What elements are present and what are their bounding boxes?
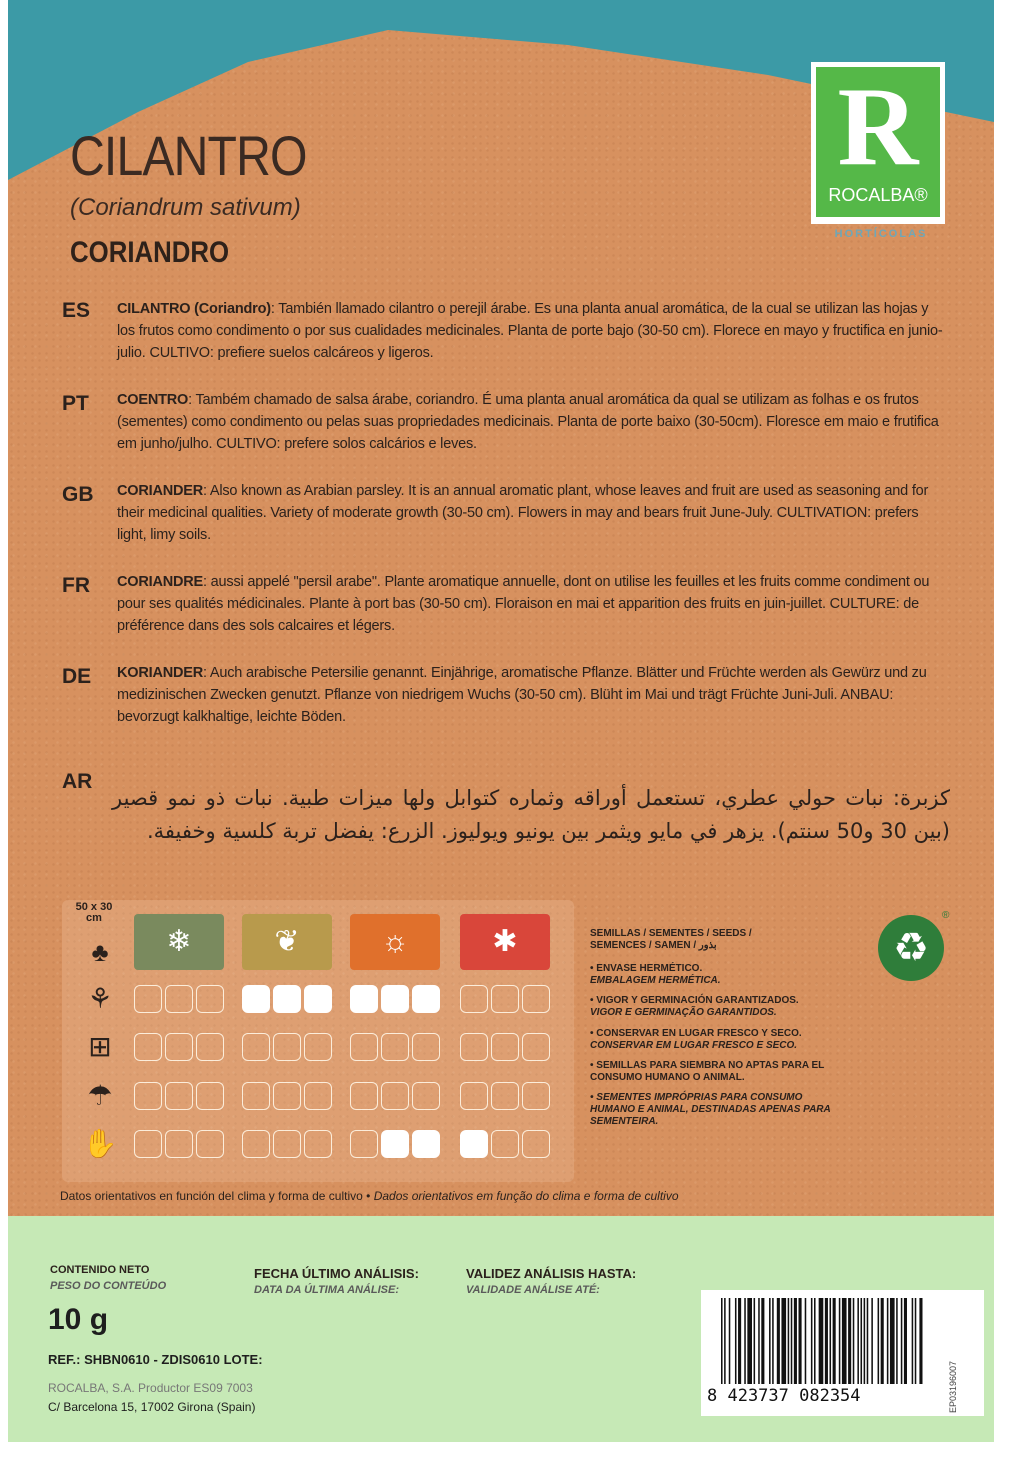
description-fr-text: : aussi appelé "persil arabe". Plante aromatique annuelle, dont on utilise les feuilles et les fruits comme condiment ou pour ses qualités médicinales. Plante à port bas (30-50 cm). Floraison en mai et apparition des fruits en juin-juillet. CULTURE: de préférence dans des sols calcaires et légers. bbox=[117, 574, 930, 634]
reference-lot: REF.: SHBN0610 - ZDIS0610 LOTE: bbox=[48, 1352, 263, 1367]
month-cell bbox=[242, 1082, 270, 1110]
description-de-name: KORIANDER bbox=[117, 665, 204, 681]
barcode-bar bbox=[791, 1298, 793, 1384]
logo-subtitle: HORTÍCOLAS bbox=[834, 228, 928, 240]
description-pt-name: COENTRO bbox=[117, 392, 189, 408]
month-cell bbox=[273, 985, 301, 1013]
barcode-bar bbox=[901, 1298, 903, 1384]
barcode-bar bbox=[769, 1298, 771, 1384]
lang-code-fr: FR bbox=[62, 574, 90, 597]
legend-item-2-text: • VIGOR Y GERMINACIÓN GARANTIZADOS. bbox=[590, 995, 799, 1006]
barcode-bar bbox=[871, 1298, 873, 1384]
description-fr-name: CORIANDRE bbox=[117, 574, 204, 590]
barcode-bar bbox=[825, 1298, 828, 1384]
barcode-bar bbox=[864, 1298, 866, 1384]
barcode-bar bbox=[754, 1298, 756, 1384]
month-cell bbox=[165, 1130, 193, 1158]
description-ar: كزبرة: نبات حولي عطري، تستعمل أوراقه وثماره كتوابل ولها ميزات طبية. نبات ذو نمو قصير (بين 30 و50 سنتم). يزهر في مايو ويثمر بين يونيو ويوليوز. الزرع: يفضل تربة كلسية وخفيفة. bbox=[112, 786, 950, 843]
producer-info: ROCALBA, S.A. Productor ES09 7003 bbox=[48, 1381, 253, 1395]
barcode-bar bbox=[761, 1298, 764, 1384]
month-cell bbox=[196, 1082, 224, 1110]
barcode-bar bbox=[735, 1298, 737, 1384]
month-cell bbox=[134, 1130, 162, 1158]
description-pt-text: : Também chamado de salsa árabe, coriandro. É uma planta anual aromática da qual se utilizam as folhas e os frutos (sementes) como condimento ou pelas suas propriedades medicinais. Planta de porte baixo (30-50cm). Floresce em maio e frutifica em junho/julho. CULTIVO: prefere solos calcários e leves. bbox=[117, 392, 939, 452]
month-cell bbox=[273, 1033, 301, 1061]
month-cell bbox=[381, 1082, 409, 1110]
barcode-bar bbox=[896, 1298, 898, 1384]
month-cell bbox=[242, 1033, 270, 1061]
month-cell bbox=[273, 1130, 301, 1158]
barcode-bar bbox=[833, 1298, 836, 1384]
month-cell bbox=[304, 1130, 332, 1158]
last-analysis-label-pt: DATA DA ÚLTIMA ANÁLISE: bbox=[254, 1284, 400, 1296]
seed-tray-icon: ⊞ bbox=[88, 1031, 112, 1062]
month-cell bbox=[460, 1130, 488, 1158]
latin-name: (Coriandrum sativum) bbox=[70, 194, 301, 221]
barcode-panel bbox=[701, 1290, 984, 1416]
legend-header: SEMILLAS / SEMENTES / SEEDS / SEMENCES / SAMEN / بذور bbox=[590, 928, 752, 951]
description-gb bbox=[117, 480, 947, 546]
month-cell bbox=[134, 985, 162, 1013]
barcode-bar bbox=[904, 1298, 907, 1384]
barcode-bar bbox=[721, 1298, 723, 1384]
net-weight: 10 g bbox=[48, 1303, 109, 1336]
barcode-bar bbox=[747, 1298, 752, 1384]
footnote-es: Datos orientativos en función del clima y forma de cultivo • bbox=[60, 1189, 371, 1203]
barcode-bar bbox=[867, 1298, 869, 1384]
barcode-bar bbox=[890, 1298, 895, 1384]
sun-icon: ☼ bbox=[350, 914, 440, 970]
legend-item-1 bbox=[590, 963, 840, 987]
description-de-text: : Auch arabische Petersilie genannt. Einjährige, aromatische Pflanze. Blätter und Früchte werden als Gewürz und zu medizinischen Zwecken genutzt. Pflanze von niedrigem Wuchs (30-50 cm). Blüht im Mai und trägt Früchte Juni-Juli. ANBAU: bevorzugt kalkhaltige, leichte Böden. bbox=[117, 665, 927, 725]
barcode-bar bbox=[839, 1298, 841, 1384]
barcode-bar bbox=[724, 1298, 726, 1384]
barcode-bar bbox=[788, 1298, 790, 1384]
barcode-bar bbox=[842, 1298, 847, 1384]
seed-packet bbox=[8, 0, 994, 1442]
barcode-bar bbox=[861, 1298, 863, 1384]
month-cell bbox=[412, 1130, 440, 1158]
lang-code-es: ES bbox=[62, 299, 91, 322]
logo-brand: ROCALBA® bbox=[828, 185, 928, 205]
footnote-pt: Dados orientativos em função do clima e forma de cultivo bbox=[373, 1189, 679, 1203]
month-cell bbox=[460, 1033, 488, 1061]
barcode-bar bbox=[853, 1298, 855, 1384]
barcode-bar bbox=[777, 1298, 780, 1384]
registered-mark-icon: ® bbox=[942, 910, 950, 921]
month-cell bbox=[350, 1130, 378, 1158]
ean13-barcode bbox=[719, 1298, 925, 1384]
month-cell bbox=[350, 1082, 378, 1110]
legend-item-4 bbox=[590, 1060, 840, 1084]
barcode-bar bbox=[887, 1298, 889, 1384]
watering-can-icon: ☂ bbox=[87, 1080, 113, 1111]
analysis-validity-label-pt: VALIDADE ANÁLISE ATÉ: bbox=[466, 1284, 600, 1296]
description-pt bbox=[117, 389, 947, 455]
green-dot-recycle-icon: ♻ bbox=[878, 915, 944, 981]
legend-item-1-alt: EMBALAGEM HERMÉTICA. bbox=[590, 975, 721, 986]
barcode-bar bbox=[919, 1298, 922, 1384]
month-cell bbox=[165, 1082, 193, 1110]
last-analysis-label: FECHA ÚLTIMO ANÁLISIS: bbox=[254, 1266, 419, 1281]
month-cell bbox=[134, 1033, 162, 1061]
barcode-bar bbox=[781, 1298, 786, 1384]
barcode-bar bbox=[794, 1298, 797, 1384]
plant-spacing: 50 x 30 cm bbox=[75, 901, 113, 924]
month-cell bbox=[381, 985, 409, 1013]
month-cell bbox=[273, 1082, 301, 1110]
barcode-bar bbox=[830, 1298, 832, 1384]
barcode-bar bbox=[881, 1298, 884, 1384]
company-address: C/ Barcelona 15, 17002 Girona (Spain) bbox=[48, 1400, 256, 1414]
legend-item-2-alt: VIGOR E GERMINAÇÃO GARANTIDOS. bbox=[590, 1007, 777, 1018]
description-gb-text: : Also known as Arabian parsley. It is an annual aromatic plant, whose leaves and fruit are used as seasoning and for their medicinal qualities. Variety of moderate growth (30-50 cm). Flowers in may and bears fruit June-July. CULTIVATION: prefers light, limy soils. bbox=[117, 483, 929, 543]
month-cell bbox=[522, 1033, 550, 1061]
lang-code-ar: AR bbox=[62, 770, 93, 793]
barcode-bar bbox=[912, 1298, 914, 1384]
legend-item-4-text: • SEMILLAS PARA SIEMBRA NO APTAS PARA EL CONSUMO HUMANO O ANIMAL. bbox=[590, 1060, 825, 1083]
month-cell bbox=[522, 1130, 550, 1158]
vertical-print-code: EP03196007 bbox=[948, 1360, 958, 1413]
month-cell bbox=[491, 1033, 519, 1061]
month-cell bbox=[381, 1130, 409, 1158]
barcode-number: 8 423737 082354 bbox=[707, 1386, 861, 1406]
description-es-name: CILANTRO (Coriandro) bbox=[117, 301, 271, 317]
month-cell bbox=[381, 1033, 409, 1061]
analysis-validity-label: VALIDEZ ANÁLISIS HASTA: bbox=[466, 1266, 637, 1281]
legend-item-5-alt: • SEMENTES IMPRÓPRIAS PARA CONSUMO HUMANO E ANIMAL, DESTINADAS APENAS PARA SEMENTEIRA. bbox=[590, 1092, 831, 1127]
month-cell bbox=[304, 985, 332, 1013]
month-cell bbox=[412, 985, 440, 1013]
month-cell bbox=[165, 985, 193, 1013]
month-cell bbox=[242, 985, 270, 1013]
month-cell bbox=[242, 1130, 270, 1158]
lang-code-gb: GB bbox=[62, 483, 94, 506]
net-content-label: CONTENIDO NETO bbox=[50, 1264, 150, 1276]
barcode-bar bbox=[814, 1298, 816, 1384]
description-gb-name: CORIANDER bbox=[117, 483, 204, 499]
barcode-bar bbox=[915, 1298, 917, 1384]
barcode-bar bbox=[729, 1298, 731, 1384]
product-title: CILANTRO bbox=[70, 124, 307, 187]
common-name: CORIANDRO bbox=[70, 236, 230, 269]
spacing-plants-icon: ♣ bbox=[91, 937, 109, 967]
legend-item-3 bbox=[590, 1028, 840, 1052]
month-cell bbox=[134, 1082, 162, 1110]
month-cell bbox=[350, 1033, 378, 1061]
month-cell bbox=[460, 985, 488, 1013]
barcode-bar bbox=[772, 1298, 774, 1384]
description-fr bbox=[117, 571, 947, 637]
barcode-bar bbox=[857, 1298, 859, 1384]
barcode-bar bbox=[738, 1298, 741, 1384]
lang-code-de: DE bbox=[62, 665, 92, 688]
barcode-bar bbox=[811, 1298, 813, 1384]
description-es-text: : También llamado cilantro o perejil árabe. Es una planta anual aromática, de la cual se utilizan las hojas y los frutos como condimento o por sus cualidades medicinales. Planta de porte bajo (30-50 cm). Florece en mayo y fructifica en junio-julio. CULTIVO: prefiere suelos calcáreos y ligeros. bbox=[117, 301, 943, 361]
barcode-bar bbox=[799, 1298, 802, 1384]
description-de bbox=[117, 662, 947, 728]
disclaimer-footnote bbox=[60, 1189, 679, 1203]
month-cell bbox=[491, 1130, 519, 1158]
month-cell bbox=[412, 1033, 440, 1061]
month-cell bbox=[196, 1130, 224, 1158]
month-cell bbox=[412, 1082, 440, 1110]
maple-leaf-icon: ✱ bbox=[460, 914, 550, 970]
legend-item-3-alt: CONSERVAR EM LUGAR FRESCO E SECO. bbox=[590, 1040, 798, 1051]
legend-item-2 bbox=[590, 995, 840, 1019]
month-cell bbox=[196, 1033, 224, 1061]
lang-code-pt: PT bbox=[62, 392, 89, 415]
month-cell bbox=[350, 985, 378, 1013]
month-cell bbox=[304, 1082, 332, 1110]
logo-green-box bbox=[816, 67, 940, 217]
net-content-label-pt: PESO DO CONTEÚDO bbox=[50, 1280, 167, 1292]
logo-r-letter: R bbox=[837, 65, 919, 189]
month-cell bbox=[304, 1033, 332, 1061]
rocalba-logo bbox=[811, 62, 945, 224]
month-cell bbox=[460, 1082, 488, 1110]
legend-item-5 bbox=[590, 1092, 840, 1128]
leaf-icon: ❦ bbox=[242, 914, 332, 970]
month-cell bbox=[196, 985, 224, 1013]
seed-sowing-icon: ⚘ bbox=[87, 983, 113, 1014]
legend-item-1-text: • ENVASE HERMÉTICO. bbox=[590, 963, 703, 974]
barcode-bar bbox=[758, 1298, 760, 1384]
barcode-bar bbox=[805, 1298, 807, 1384]
barcode-bar bbox=[878, 1298, 880, 1384]
month-cell bbox=[491, 985, 519, 1013]
description-es bbox=[117, 298, 947, 364]
month-cell bbox=[522, 1082, 550, 1110]
month-cell bbox=[165, 1033, 193, 1061]
legend-item-3-text: • CONSERVAR EN LUGAR FRESCO Y SECO. bbox=[590, 1028, 802, 1039]
barcode-bar bbox=[744, 1298, 746, 1384]
snowflake-icon: ❄ bbox=[134, 914, 224, 970]
barcode-bar bbox=[819, 1298, 824, 1384]
barcode-bar bbox=[848, 1298, 851, 1384]
month-cell bbox=[491, 1082, 519, 1110]
month-cell bbox=[522, 985, 550, 1013]
harvest-hand-icon: ✋ bbox=[82, 1128, 118, 1159]
